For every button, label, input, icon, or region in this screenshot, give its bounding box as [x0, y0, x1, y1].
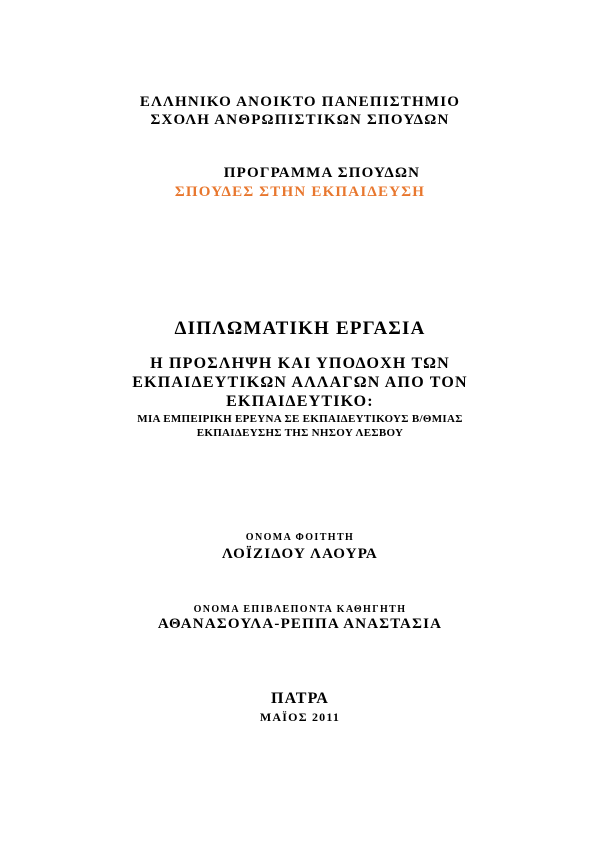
thesis-title-line-2: ΕΚΠΑΙΔΕΥΤΙΚΩΝ ΑΛΛΑΓΩΝ ΑΠΟ ΤΟΝ — [132, 374, 468, 391]
student-label: ΟΝΟΜΑ ΦΟΙΤΗΤΗ — [245, 532, 355, 543]
supervisor-name: ΑΘΑΝΑΣΟΥΛΑ-ΡΕΠΠΑ ΑΝΑΣΤΑΣΙΑ — [157, 616, 443, 632]
university-name: ΕΛΛΗΝΙΚΟ ΑΝΟΙΚΤΟ ΠΑΝΕΠΙΣΤΗΜΙΟ — [139, 94, 461, 110]
supervisor-label: ΟΝΟΜΑ ΕΠΙΒΛΕΠΟΝΤΑ ΚΑΘΗΓΗΤΗ — [193, 604, 407, 615]
thesis-title-line-3: ΕΚΠΑΙΔΕΥΤΙΚΟ: — [226, 393, 374, 410]
student-name: ΛΟΪΖΙΔΟΥ ΛΑΟΥΡΑ — [222, 546, 378, 562]
school-name: ΣΧΟΛΗ ΑΝΘΡΩΠΙΣΤΙΚΩΝ ΣΠΟΥΔΩΝ — [150, 112, 450, 128]
date: ΜΑΪΟΣ 2011 — [259, 710, 341, 724]
city: ΠΑΤΡΑ — [270, 690, 330, 707]
program-label: ΠΡΟΓΡΑΜΜΑ ΣΠΟΥΔΩΝ — [223, 165, 421, 181]
thesis-subtitle-line-1: ΜΙΑ ΕΜΠΕΙΡΙΚΗ ΕΡΕΥΝΑ ΣΕ ΕΚΠΑΙΔΕΥΤΙΚΟΥΣ Β/ΘΜΙΑΣ — [137, 413, 463, 425]
thesis-type-heading: ΔΙΠΛΩΜΑΤΙΚΗ ΕΡΓΑΣΙΑ — [174, 318, 426, 339]
thesis-title-line-1: Η ΠΡΟΣΛΗΨΗ ΚΑΙ ΥΠΟΔΟΧΗ ΤΩΝ — [150, 355, 450, 372]
thesis-subtitle-line-2: ΕΚΠΑΙΔΕΥΣΗΣ ΤΗΣ ΝΗΣΟΥ ΛΕΣΒΟΥ — [196, 427, 404, 439]
program-name: ΣΠΟΥΔΕΣ ΣΤΗΝ ΕΚΠΑΙΔΕΥΣΗ — [174, 184, 426, 200]
